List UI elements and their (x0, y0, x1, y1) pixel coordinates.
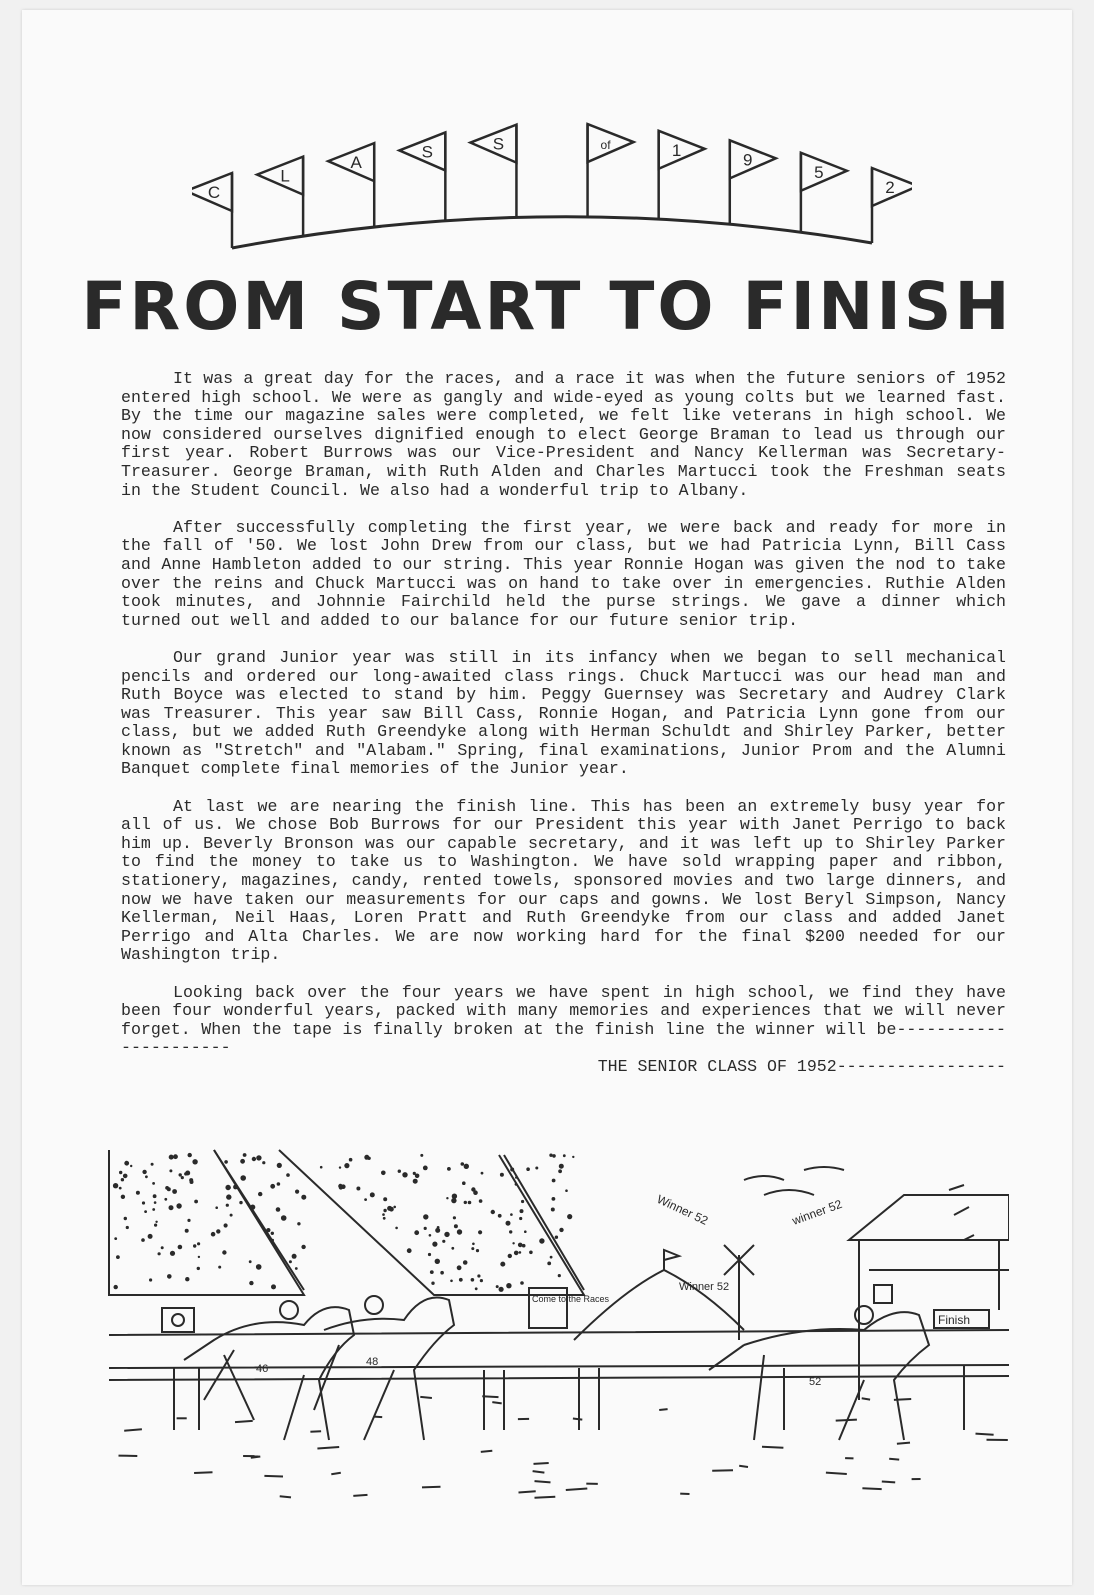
spectator-dot (126, 1226, 129, 1229)
dirt-mark (492, 1402, 501, 1403)
dirt-mark (481, 1451, 493, 1452)
spectator-dot (565, 1189, 568, 1192)
dirt-mark (533, 1471, 545, 1473)
spectator-dot (192, 1159, 197, 1164)
pennant-label: C (207, 183, 221, 202)
pennant-9 (801, 153, 847, 232)
spectator-dot (506, 1283, 511, 1288)
spectator-dot (512, 1242, 514, 1244)
spectator-dot (510, 1168, 514, 1172)
spectator-dot (515, 1183, 518, 1186)
spectator-dot (169, 1205, 174, 1210)
spectator-dot (552, 1179, 556, 1183)
spectator-dot (289, 1260, 292, 1263)
spectator-dot (473, 1190, 478, 1195)
spectator-dot (230, 1214, 233, 1217)
paragraph-sophomore: After successfully completing the first year, we were back and ready for more in the fall of '50. We lost John Drew from our class, but we had Patricia Lynn, Bill Cass and Anne Hambleton added to our string. This year Ronnie Hogan was given the nod to take over the reins and Chuck Martucci was on hand to take over in emergencies. Ruthie Alden took minutes, and Johnnie Fairchild held the purse strings. We gave a dinner which turned out well and added to our balance for our future senior trip. (121, 517, 1006, 630)
dirt-mark (889, 1459, 899, 1460)
spectator-dot (276, 1207, 281, 1212)
spectator-dot (547, 1262, 551, 1266)
banner-string (232, 217, 872, 248)
spectator-dot (423, 1214, 428, 1219)
spectator-dot (551, 1208, 555, 1212)
pennant-7 (659, 131, 705, 219)
spectator-dot (295, 1190, 299, 1194)
spectator-dot (148, 1234, 153, 1239)
dirt-mark (353, 1495, 367, 1496)
spectator-dot (454, 1224, 458, 1228)
headline: FROM START TO FINISH (81, 268, 1013, 345)
spectator-dot (539, 1238, 544, 1243)
spectator-dot (453, 1216, 456, 1219)
spectator-dot (407, 1248, 412, 1253)
spectator-dot (500, 1262, 505, 1267)
spectator-dot (413, 1179, 418, 1184)
spectator-dot (552, 1154, 556, 1158)
spectator-dot (552, 1197, 556, 1201)
spectator-dot (249, 1260, 252, 1263)
spectator-dot (496, 1285, 499, 1288)
pennant-6 (588, 124, 634, 217)
spectator-dot (271, 1232, 274, 1235)
pennant-label: 5 (814, 162, 824, 182)
spectator-dot (432, 1242, 437, 1247)
dirt-mark (862, 1398, 870, 1399)
grandstand-crowd (109, 1150, 584, 1295)
spectator-dot (145, 1175, 148, 1178)
spectator-dot (472, 1243, 475, 1246)
dirt-mark (535, 1497, 556, 1498)
spectator-dot (167, 1187, 171, 1191)
pennant-label: A (350, 153, 362, 173)
spectator-dot (301, 1195, 306, 1200)
spectator-dot (239, 1201, 242, 1204)
spectator-dot (535, 1167, 538, 1170)
dirt-mark (712, 1470, 733, 1471)
dirt-mark (535, 1481, 551, 1482)
spectator-dot (233, 1185, 238, 1190)
spectator-dot (431, 1282, 434, 1285)
spectator-dot (572, 1156, 574, 1158)
spectator-dot (169, 1169, 172, 1172)
spectator-dot (526, 1167, 530, 1171)
sky-winner-text-1: Winner 52 (654, 1192, 711, 1228)
spectator-dot (444, 1232, 449, 1237)
dirt-mark (420, 1397, 432, 1398)
spectator-dot (423, 1166, 428, 1171)
spectator-dot (447, 1167, 451, 1171)
pennant-label: S (492, 134, 505, 154)
spectator-dot (428, 1253, 431, 1256)
spectator-dot (170, 1251, 175, 1256)
spectator-dot (222, 1250, 226, 1254)
pennant-label: L (280, 166, 290, 186)
spectator-dot (185, 1229, 189, 1233)
pennant-label: 2 (885, 178, 895, 197)
spectator-dot (256, 1155, 261, 1160)
spectator-dot (521, 1200, 524, 1203)
spectator-dot (149, 1278, 152, 1281)
spectator-dot (381, 1171, 386, 1176)
article-body (121, 370, 1006, 1077)
pennant-label: of (600, 138, 611, 153)
spectator-dot (563, 1154, 566, 1157)
spectator-dot (228, 1186, 231, 1189)
spectator-dot (349, 1158, 353, 1162)
spectator-dot (249, 1281, 253, 1285)
pennant-4 (399, 132, 445, 220)
spectator-dot (169, 1155, 174, 1160)
spectator-dot (520, 1281, 524, 1285)
dirt-mark (976, 1434, 994, 1435)
dirt-mark (251, 1457, 260, 1458)
spectator-dot (457, 1265, 462, 1270)
spectator-dot (119, 1187, 122, 1190)
races-sign-text: Come to the Races (532, 1294, 610, 1304)
tote-board (162, 1308, 194, 1332)
spectator-dot (442, 1240, 445, 1243)
spectator-dot (387, 1206, 392, 1211)
sky-winner-text-2: winner 52 (790, 1196, 844, 1228)
track-fence (109, 1330, 1009, 1380)
spectator-dot (383, 1197, 387, 1201)
dirt-mark (862, 1488, 881, 1489)
spectator-dot (356, 1187, 360, 1191)
spectator-dot (475, 1287, 478, 1290)
spectator-dot (383, 1217, 386, 1220)
spectator-dot (398, 1170, 401, 1173)
spectator-dot (211, 1232, 216, 1237)
spectator-dot (478, 1230, 482, 1234)
spectator-dot (550, 1256, 553, 1259)
spectator-dot (114, 1285, 118, 1289)
spectator-dot (240, 1175, 246, 1181)
spectator-dot (252, 1157, 256, 1161)
tent-winner-text: Winner 52 (679, 1281, 730, 1293)
pennant-label: S (421, 142, 434, 162)
spectator-dot (479, 1199, 483, 1203)
spectator-dot (506, 1221, 511, 1226)
spectator-dot (152, 1182, 155, 1185)
spectator-dot (519, 1251, 522, 1254)
spectator-dot (364, 1198, 367, 1201)
pennant-2 (257, 157, 303, 236)
track-dirt (119, 1396, 1008, 1498)
dirt-mark (317, 1447, 339, 1449)
spectator-dot (471, 1247, 474, 1250)
spectator-dot (301, 1245, 305, 1249)
spectator-dot (116, 1255, 120, 1259)
spectator-dot (121, 1195, 125, 1199)
spectator-dot (344, 1163, 349, 1168)
spectator-dot (167, 1274, 172, 1279)
paragraph-senior: At last we are nearing the finish line. This has been an extremely busy year for all of us. We chose Bob Burrows for our President this year with Janet Perrigo to back him up. Beverly Bronson was our capable secretary, and it was left up to Shirley Parker to find the money to take us to Washington. We have sold wrapping paper and ribbon, stationery, magazines, candy, rented towels, sponsored movies and two large dinners, and now we have taken our measurements for our caps and gowns. We lost Beryl Simpson, Nancy Kellerman, Neil Haas, Loren Pratt and Ruth Greendyke from our class and added Janet Perrigo and Alta Charles. We are now working hard for the final $200 needed for our Washington trip. (121, 796, 1006, 965)
spectator-dot (124, 1217, 127, 1220)
paragraph-freshman: It was a great day for the races, and a race it was when the future seniors of 1952 entered high school. We were as gangly and wide-eyed as young colts but we learned fast. By the time our magazine sales were completed, we felt like veterans in high school. We now considered ourselves dignified enough to elect George Braman to lead us through our first year. Robert Burrows was our Vice-President and Nancy Kellerman was Secretary-Treasurer. George Braman, with Ruth Alden and Charles Martucci took the Freshman seats in the Student Council. We also had a wonderful trip to Albany. (121, 369, 1006, 500)
spectator-dot (277, 1182, 281, 1186)
spectator-dot (197, 1242, 200, 1245)
spectator-dot (499, 1287, 504, 1292)
spectator-dot (271, 1239, 274, 1242)
spectator-dot (559, 1228, 563, 1232)
spectator-dot (450, 1280, 453, 1283)
spectator-dot (477, 1274, 480, 1277)
spectator-dot (514, 1251, 519, 1256)
spectator-dot (281, 1215, 287, 1221)
spectator-dot (123, 1174, 128, 1179)
spectator-dot (266, 1228, 270, 1232)
dirt-mark (374, 1417, 382, 1418)
spectator-dot (459, 1278, 463, 1282)
spectator-dot (435, 1259, 440, 1264)
spectator-dot (154, 1224, 157, 1227)
spectator-dot (224, 1223, 228, 1227)
svg-text:46: 46 (256, 1363, 269, 1375)
spectator-dot (197, 1267, 200, 1270)
svg-text:48: 48 (366, 1356, 379, 1368)
spectator-dot (240, 1159, 245, 1164)
spectator-dot (461, 1162, 465, 1166)
spectator-dot (393, 1206, 396, 1209)
spectator-dot (178, 1245, 183, 1250)
spectator-dot (271, 1284, 276, 1289)
spectator-dot (292, 1254, 297, 1259)
spectator-dot (155, 1221, 157, 1223)
spectator-dot (559, 1164, 564, 1169)
document-page (22, 10, 1072, 1585)
spectator-dot (491, 1210, 495, 1214)
racehorse-52 (709, 1306, 929, 1440)
spectator-dot (519, 1217, 522, 1220)
spectator-dot (215, 1206, 218, 1209)
spectator-dot (113, 1183, 118, 1188)
spectator-dot (518, 1243, 523, 1248)
spectator-dot (555, 1236, 558, 1239)
spectator-dot (153, 1194, 157, 1198)
spectator-dot (176, 1203, 181, 1208)
spectator-dot (510, 1213, 513, 1216)
spectator-dot (452, 1194, 457, 1199)
spectator-dot (446, 1197, 448, 1199)
spectator-dot (144, 1210, 147, 1213)
spectator-dot (121, 1178, 124, 1181)
spectator-dot (415, 1174, 420, 1179)
spectator-dot (420, 1154, 423, 1157)
spectator-dot (462, 1181, 466, 1185)
spectator-dot (464, 1201, 467, 1204)
spectator-dot (193, 1244, 196, 1247)
spectator-dot (567, 1214, 572, 1219)
spectator-dot (173, 1154, 178, 1159)
pennant-label: 1 (671, 140, 682, 160)
spectator-dot (558, 1169, 562, 1173)
pennant-8 (730, 140, 776, 224)
spectator-dot (142, 1201, 145, 1204)
dirt-mark (659, 1409, 667, 1410)
dirt-mark (422, 1487, 441, 1488)
spectator-dot (270, 1184, 275, 1189)
spectator-dot (250, 1205, 255, 1210)
spectator-dot (500, 1173, 504, 1177)
spectator-dot (524, 1230, 527, 1233)
spectator-dot (185, 1277, 189, 1281)
spectator-dot (224, 1160, 228, 1164)
spectator-dot (402, 1172, 407, 1177)
dirt-mark (280, 1496, 291, 1497)
spectator-dot (468, 1201, 472, 1205)
dirt-mark (826, 1473, 847, 1474)
dirt-mark (882, 1482, 895, 1483)
pennant-1 (192, 173, 232, 248)
dirt-mark (573, 1419, 582, 1420)
spectator-dot (480, 1279, 483, 1282)
spectator-dot (136, 1191, 140, 1195)
paragraph-closing: Looking back over the four years we have spent in high school, we find they have been four wonderful years, packed with many memories and experiences that we will never forget. When the tape is finally broken at the finish line the winner will be---------------------- (121, 982, 1006, 1058)
spectator-dot (498, 1214, 502, 1218)
paragraph-junior: Our grand Junior year was still in its infancy when we began to sell mechanical pencils and ordered our long-awaited class rings. Chuck Martucci was our head man and Ruth Boyce was elected to stand by him. Peggy Guernsey was Secretary and Audrey Clark was Treasurer. This year saw Bill Cass, Ronnie Hogan, and Patricia Lynn gone from our class, but we added Ruth Greendyke along with Herman Schuldt and Shirley Parker, better known as "Stretch" and "Alabam." Spring, final examinations, Junior Prom and the Alumni Banquet complete final memories of the Junior year. (121, 647, 1006, 779)
spectator-dot (509, 1230, 512, 1233)
dirt-mark (897, 1443, 910, 1444)
spectator-dot (114, 1237, 117, 1240)
spectator-dot (320, 1166, 323, 1169)
spectator-dot (158, 1252, 161, 1255)
spectator-dot (189, 1178, 193, 1182)
spectator-dot (226, 1204, 229, 1207)
spectator-dot (476, 1249, 479, 1252)
spectator-dot (464, 1164, 469, 1169)
spectator-dot (198, 1256, 200, 1258)
dirt-mark (235, 1421, 253, 1422)
spectator-dot (440, 1271, 444, 1275)
spectator-dot (424, 1227, 427, 1230)
spectator-dot (437, 1226, 440, 1229)
dirt-mark (836, 1420, 857, 1421)
spectator-dot (520, 1209, 524, 1213)
dirt-mark (739, 1466, 748, 1467)
dirt-mark (566, 1489, 588, 1491)
spectator-dot (172, 1189, 177, 1194)
dirt-mark (534, 1463, 549, 1464)
spectator-dot (383, 1209, 386, 1212)
class-pennant-banner (192, 118, 912, 268)
finish-sign-text: Finish (938, 1313, 971, 1327)
spectator-dot (226, 1194, 231, 1199)
dirt-mark (124, 1429, 142, 1430)
spectator-dot (243, 1153, 247, 1157)
pennant-10 (872, 168, 912, 243)
spectator-dot (508, 1254, 512, 1258)
spectator-dot (161, 1246, 164, 1249)
spectator-dot (218, 1266, 221, 1269)
pennant-5 (470, 125, 516, 218)
spectator-dot (164, 1198, 167, 1201)
spectator-dot (119, 1171, 122, 1174)
spectator-dot (262, 1161, 265, 1164)
dirt-mark (264, 1476, 283, 1477)
spectator-dot (151, 1163, 154, 1166)
spectator-dot (286, 1173, 290, 1177)
spectator-dot (256, 1264, 262, 1270)
spectator-dot (471, 1278, 475, 1282)
spectator-dot (382, 1213, 385, 1216)
spectator-dot (558, 1274, 561, 1277)
spectator-dot (414, 1230, 419, 1235)
spectator-dot (216, 1229, 220, 1233)
dirt-mark (310, 1431, 321, 1432)
dirt-mark (331, 1473, 341, 1475)
signature-line: THE SENIOR CLASS OF 1952----------------- (597, 1056, 1006, 1076)
dirt-mark (519, 1491, 536, 1492)
spectator-dot (339, 1185, 343, 1189)
spectator-dot (451, 1247, 454, 1250)
spectator-dot (130, 1165, 132, 1167)
spectator-dot (515, 1176, 517, 1178)
spectator-dot (463, 1260, 468, 1265)
spectator-dot (277, 1163, 282, 1168)
spectator-dot (295, 1267, 298, 1270)
pennant-label: 9 (743, 150, 753, 170)
svg-text:52: 52 (809, 1376, 822, 1388)
spectator-dot (370, 1192, 375, 1197)
spectator-dot (430, 1270, 434, 1274)
spectator-dot (529, 1251, 533, 1255)
spectator-dot (297, 1222, 300, 1225)
pennant-3 (328, 143, 374, 227)
racetrack-illustration (104, 1140, 1009, 1510)
spectator-dot (481, 1172, 484, 1175)
spectator-dot (142, 1170, 146, 1174)
spectator-dot (364, 1155, 369, 1160)
spectator-dot (154, 1201, 157, 1204)
spectator-dot (549, 1154, 552, 1157)
spectator-dot (395, 1227, 398, 1230)
spectator-dot (429, 1234, 432, 1237)
spectator-dot (124, 1161, 129, 1166)
spectator-dot (258, 1192, 262, 1196)
spectator-dot (141, 1238, 145, 1242)
dirt-mark (482, 1396, 498, 1397)
spectator-dot (339, 1166, 341, 1168)
dirt-mark (762, 1447, 783, 1448)
spectator-dot (184, 1172, 187, 1175)
spectator-dot (457, 1229, 462, 1234)
dirt-mark (194, 1472, 212, 1473)
spectator-dot (187, 1219, 190, 1222)
spectator-dot (188, 1153, 192, 1157)
dirt-mark (894, 1399, 911, 1400)
spectator-dot (179, 1173, 182, 1176)
spectator-dot (194, 1200, 198, 1204)
spectator-dot (152, 1208, 155, 1211)
spectator-dot (181, 1176, 184, 1179)
